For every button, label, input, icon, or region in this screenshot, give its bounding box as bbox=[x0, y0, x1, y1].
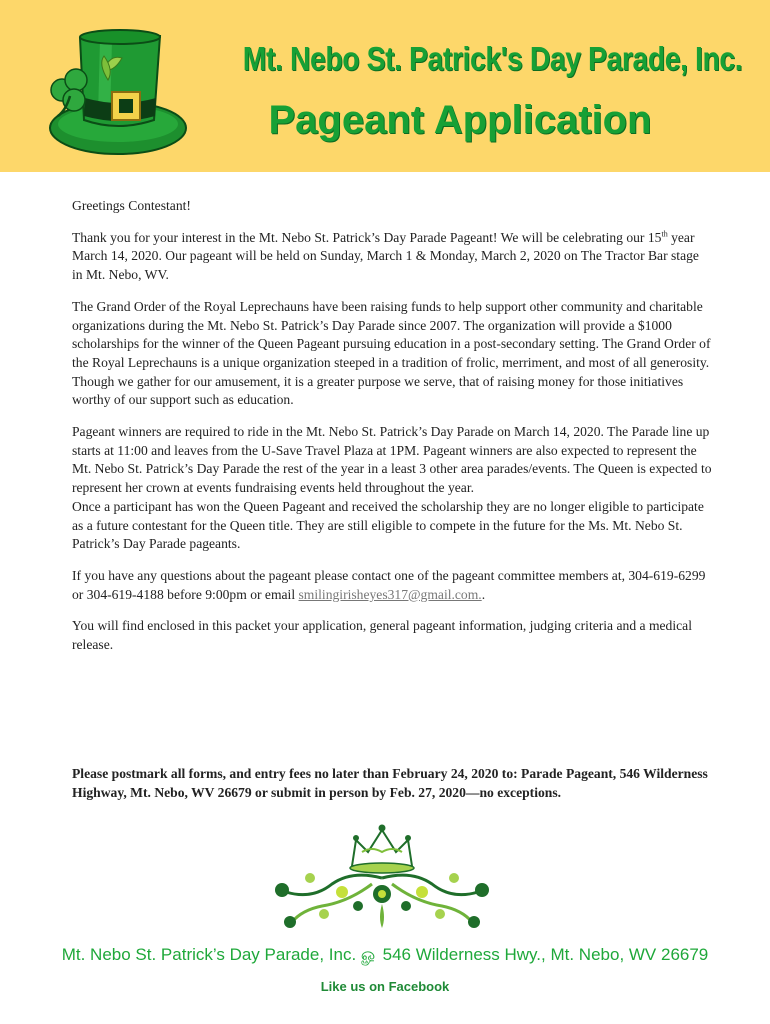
deadline-notice: Please postmark all forms, and entry fees no later than February 24, 2020 to: Parade Pageant, 546 Wilderness Highway, Mt. Nebo, WV 26679 or submit in person by Feb. 27, 2020—no exceptions. bbox=[72, 766, 708, 800]
greeting: Greetings Contestant! bbox=[72, 198, 191, 213]
header-banner bbox=[0, 0, 770, 172]
contact-text: If you have any questions about the pageant please contact one of the pageant committee members at, 304-619-6299 or 304-619-4188 before 9:00pm or email bbox=[72, 567, 706, 602]
page-title: Pageant Application bbox=[268, 98, 652, 142]
leprechaun-hat-icon bbox=[38, 20, 188, 160]
letter-body bbox=[72, 197, 712, 668]
paragraph-organization: The Grand Order of the Royal Leprechauns have been raising funds to help support other community and charitable organizations during the Mt. Nebo St. Patrick’s Day Parade since 2007. The organization will provide a $1000 scholarships for the winner of the Queen Pageant pursuing education in a post-secondary setting. The Grand Order of the Royal Leprechauns is a unique organization steeped in a tradition of frolic, merriment, and most of all generosity. Though we gather for our amusement, it is a greater purpose we serve, that of raising money for those initiatives worthy of our support such as education. bbox=[72, 298, 711, 408]
paragraph-intro bbox=[72, 229, 712, 285]
paragraph-eligibility: Once a participant has won the Queen Pageant and received the scholarship they are no longer eligible to participate as a future contestant for the Queen title. They are still eligible to compete in the future for the Ms. Mt. Nebo St. Patrick’s Day Parade pageants. bbox=[72, 498, 704, 552]
paragraph-enclosures: You will find enclosed in this packet your application, general pageant information, judging criteria and a medical release. bbox=[72, 618, 692, 653]
contact-text-end: . bbox=[481, 586, 486, 602]
intro-text-a: Thank you for your interest in the Mt. Nebo St. Patrick’s Day Parade Pageant! We will be celebrating our 15 bbox=[72, 229, 662, 245]
paragraph-contact bbox=[72, 567, 712, 604]
organization-title: Mt. Nebo St. Patrick's Day Parade, Inc. bbox=[242, 40, 743, 77]
crown-flourish-icon bbox=[262, 822, 502, 930]
footer-address: Mt. Nebo St. Patrick’s Day Parade, Inc. ௐ 546 Wilderness Hwy., Mt. Nebo, WV 26679 bbox=[61, 945, 709, 964]
facebook-link[interactable]: Like us on Facebook bbox=[320, 979, 450, 994]
ordinal-suffix: th bbox=[661, 229, 668, 239]
paragraph-requirements: Pageant winners are required to ride in the Mt. Nebo St. Patrick’s Day Parade on March 14, 2020. The Parade line up starts at 11:00 and leaves from the U-Save Travel Plaza at 1PM. Pageant winners are also expected to represent the Mt. Nebo St. Patrick’s Day Parade the rest of the year in a least 3 other area parades/events. The Queen is expected to represent her crown at events fundraising events held throughout the year. bbox=[72, 424, 712, 496]
email-link[interactable]: smilingirisheyes317@gmail.com. bbox=[298, 586, 482, 602]
intro-text-b: year March 14, 2020. Our pageant will be held on Sunday, March 1 & Monday, March 2, 2020 on The Tractor Bar stage in Mt. Nebo, WV. bbox=[72, 229, 699, 283]
